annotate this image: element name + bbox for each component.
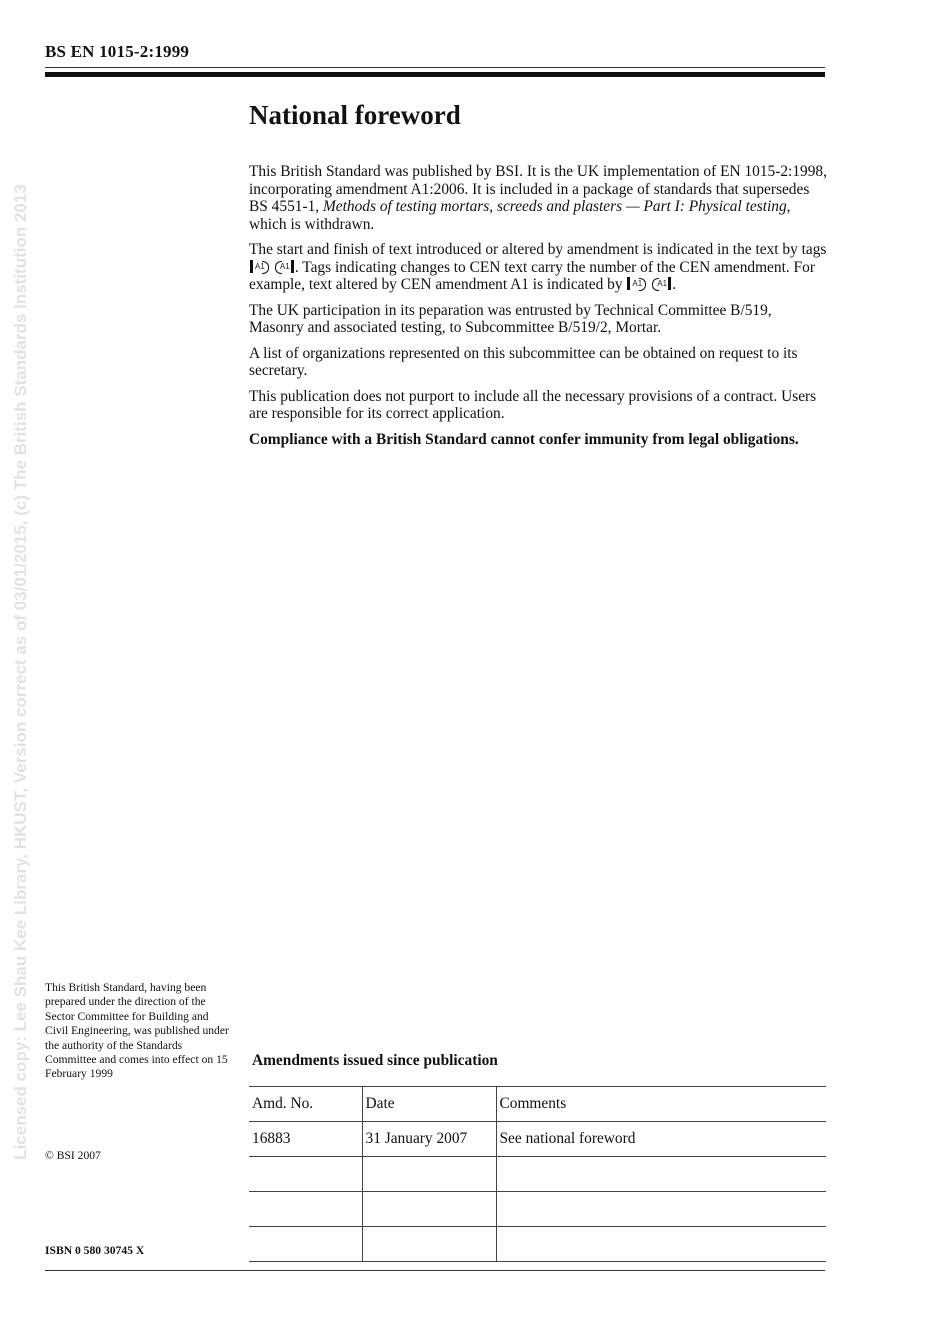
paragraph-disclaimer: This publication does not purport to include all the necessary provisions of a contract. Users are responsible for its correct application. [249, 387, 817, 422]
table-row-empty [249, 1192, 826, 1227]
cell-comments: See national foreword [496, 1122, 826, 1157]
copyright-notice: © BSI 2007 [45, 1149, 101, 1162]
table-row-empty [249, 1227, 826, 1262]
paragraph-text: This British Standard was published by BSI. It is the UK implementation of EN 1015-2:1998, incorporating amendment A1:2006. It is included in a package of standards that supersedes BS 4551-1, [249, 163, 827, 215]
paragraph-participation: The UK participation in its peparation was entrusted by Technical Committee B/519, Masonry and associated testing, to Subcommittee B/519/2, Mortar. [249, 301, 772, 336]
header-rule-thin [45, 67, 825, 68]
document-id: BS EN 1015-2:1999 [45, 42, 190, 61]
header-rule-thick [45, 72, 825, 77]
cell-date: 31 January 2007 [362, 1122, 496, 1157]
amendments-title: Amendments issued since publication [252, 1052, 498, 1069]
column-header-amd-no: Amd. No. [249, 1087, 362, 1122]
amendment-start-tag-icon [627, 277, 646, 290]
paragraph-compliance: Compliance with a British Standard cannot confer immunity from legal obligations. [249, 430, 799, 448]
page-title: National foreword [249, 100, 461, 130]
tag-label: A1 [632, 279, 643, 288]
foreword-body [249, 163, 827, 456]
isbn: ISBN 0 580 30745 X [45, 1244, 145, 1257]
amendment-end-tag-icon [652, 277, 671, 290]
paragraph-organizations: A list of organizations represented on this subcommittee can be obtained on request to its secretary. [249, 344, 798, 379]
paragraph-tags [249, 241, 827, 294]
paragraph-publication [249, 163, 827, 233]
amendments-table [249, 1086, 826, 1262]
tag-label: A1 [279, 261, 290, 271]
table-header-row [249, 1087, 826, 1122]
paragraph-text: . [672, 276, 677, 293]
amendment-start-tag-icon [250, 260, 269, 273]
column-header-comments: Comments [496, 1087, 826, 1122]
paragraph-text: . Tags indicating changes to CEN text carry the number of the CEN amendment. For example, text altered by CEN amendment A1 is indicated by [249, 258, 815, 293]
amendment-end-tag-icon [275, 260, 294, 273]
table-row [249, 1122, 826, 1157]
cell-amd-no: 16883 [249, 1122, 362, 1157]
license-watermark: Licensed copy: Lee Shau Kee Library, HKUST, Version correct as of 03/01/2015, (c) The British Standards Institution 2013 [11, 184, 30, 1160]
tag-label: A1 [657, 279, 668, 288]
tag-label: A1 [255, 261, 265, 271]
table-row-empty [249, 1157, 826, 1192]
paragraph-text: , which is withdrawn. [249, 198, 791, 233]
paragraph-text: The start and finish of text introduced or altered by amendment is indicated in the text by tags [249, 241, 827, 258]
column-header-date: Date [362, 1087, 496, 1122]
withdrawn-standard-title: Methods of testing mortars, screeds and plasters — Part I: Physical testing [322, 198, 787, 215]
publication-note: This British Standard, having been prepared under the direction of the Sector Committee for Building and Civil Engineering, was published under the authority of the Standards Committee and comes into effect on 15 February 1999 [45, 981, 229, 1081]
footer-rule [45, 1270, 825, 1271]
